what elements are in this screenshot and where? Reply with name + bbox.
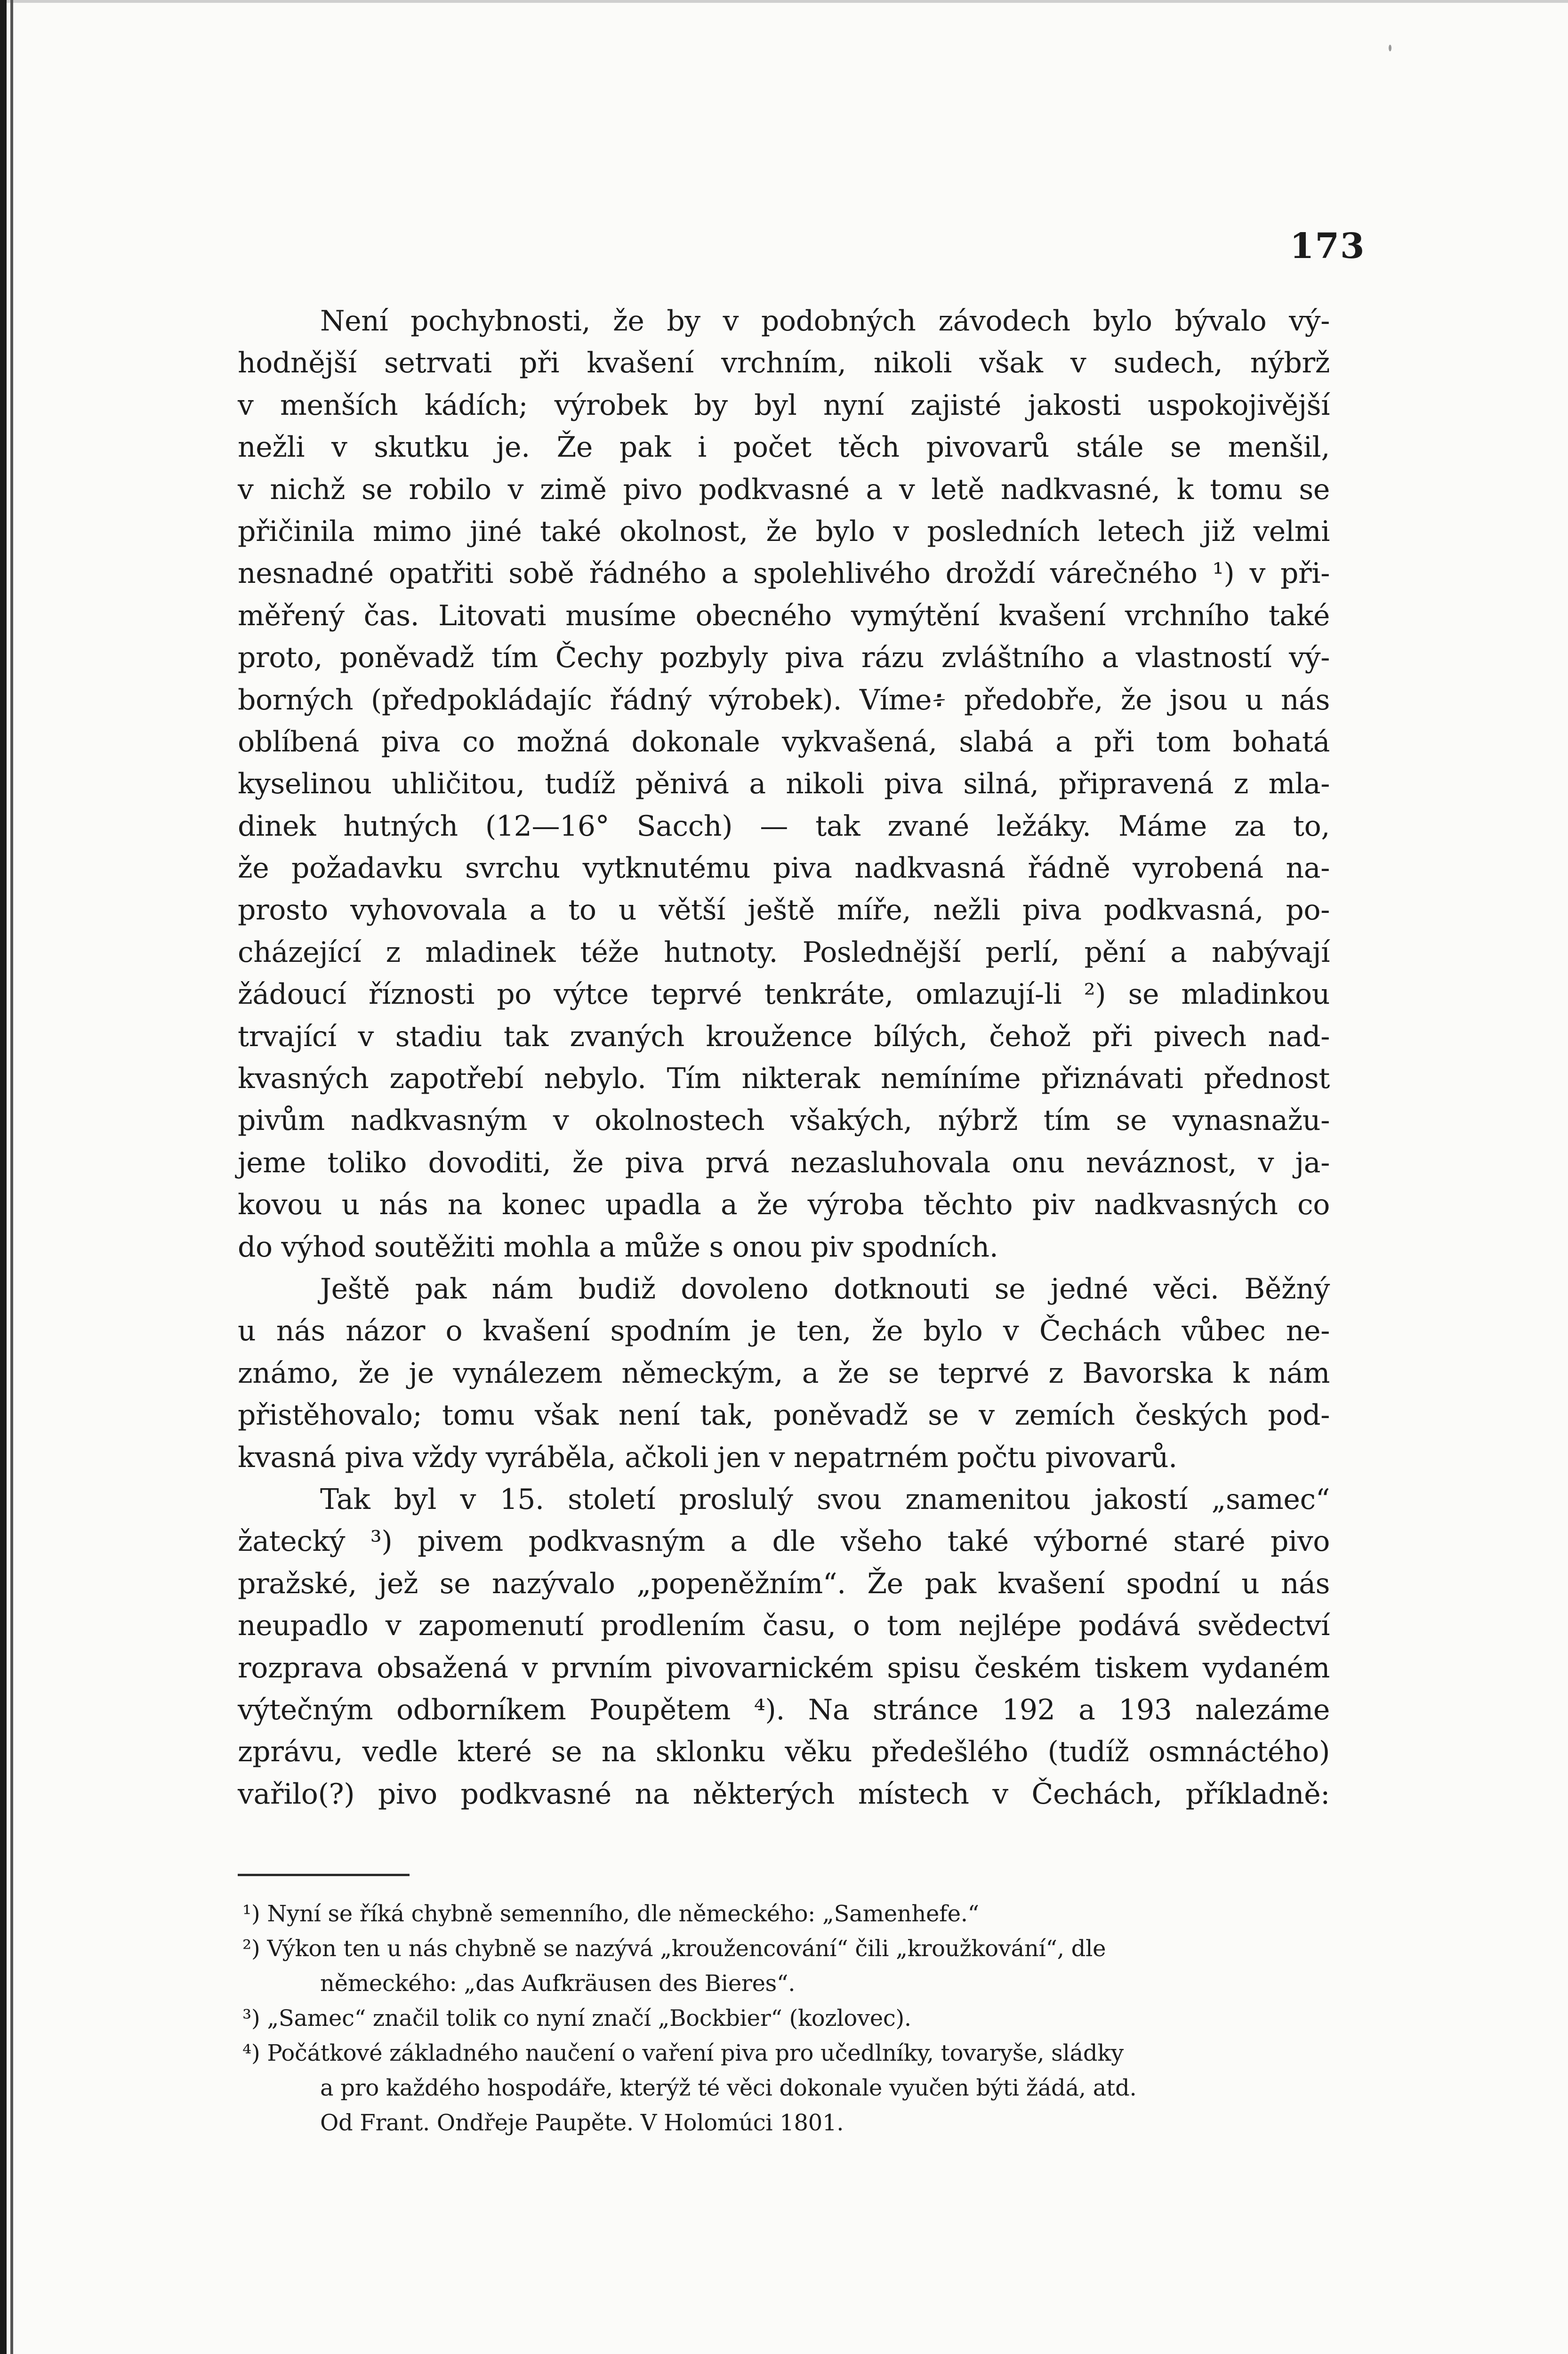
text-line: kvasných zapotřebí nebylo. Tím nikterak nemíníme přiznávati přednost xyxy=(238,1062,1330,1096)
footnote-line: ²) Výkon ten u nás chybně se nazývá „kroužencování“ čili „kroužkování“, dle xyxy=(242,1935,1106,1962)
text-line: vařilo(?) pivo podkvasné na některých místech v Čechách, příkladně: xyxy=(238,1777,1330,1811)
page-number: 173 xyxy=(1290,226,1366,266)
footnote-line: ¹) Nyní se říká chybně semenního, dle německého: „Samenhefe.“ xyxy=(242,1901,979,1927)
scan-speck xyxy=(1389,45,1391,51)
text-line: Není pochybnosti, že by v podobných závodech bylo bývalo vý- xyxy=(320,305,1330,338)
text-line: zprávu, vedle které se na sklonku věku předešlého (tudíž osmnáctého) xyxy=(238,1735,1330,1769)
text-line: hodnější setrvati při kvašení vrchním, nikoli však v sudech, nýbrž xyxy=(238,347,1330,380)
text-line: rozprava obsažená v prvním pivovarnickém spisu českém tiskem vydaném xyxy=(238,1651,1330,1685)
text-line: že požadavku svrchu vytknutému piva nadkvasná řádně vyrobená na- xyxy=(238,852,1330,885)
footnote-line: Od Frant. Ondřeje Paupěte. V Holomúci 1801. xyxy=(320,2110,844,2136)
text-line: prosto vyhovovala a to u větší ještě míře, nežli piva podkvasná, po- xyxy=(238,894,1330,927)
text-line: známo, že je vynálezem německým, a že se teprvé z Bavorska k nám xyxy=(238,1356,1330,1390)
text-line: v menších kádích; výrobek by byl nyní zajisté jakosti uspokojivější xyxy=(238,388,1330,422)
footnote-line: německého: „das Aufkräusen des Bieres“. xyxy=(320,1970,796,1997)
footnote-line: a pro každého hospodáře, kterýž té věci dokonale vyučen býti žádá, atd. xyxy=(320,2075,1137,2101)
text-line: oblíbená piva co možná dokonale vykvašená, slabá a při tom bohatá xyxy=(238,725,1330,758)
text-line: výtečným odborníkem Poupětem ⁴). Na stránce 192 a 193 nalezáme xyxy=(238,1693,1330,1726)
text-line: cházející z mladinek téže hutnoty. Poslednější perlí, pění a nabývají xyxy=(238,935,1330,969)
text-line: do výhod soutěžiti mohla a může s onou piv spodních. xyxy=(238,1230,998,1264)
text-line: Tak byl v 15. století proslulý svou znamenitou jakostí „samec“ xyxy=(320,1483,1330,1516)
text-line: v nichž se robilo v zimě pivo podkvasné a v letě nadkvasné, k tomu se xyxy=(238,473,1330,506)
text-line: pivům nadkvasným v okolnostech všakých, nýbrž tím se vynasnažu- xyxy=(238,1104,1330,1137)
text-line: nežli v skutku je. Že pak i počet těch pivovarů stále se menšil, xyxy=(238,431,1330,464)
footnote-line: ⁴) Počátkové základného naučení o vaření piva pro učedlníky, tovaryše, sládky xyxy=(242,2040,1124,2066)
footnotes xyxy=(242,1896,1346,2140)
text-line: neupadlo v zapomenutí prodlením času, o tom nejlépe podává svědectví xyxy=(238,1609,1330,1643)
text-line: trvající v stadiu tak zvaných kroužence bílých, čehož při pivech nad- xyxy=(238,1020,1330,1053)
text-line: kovou u nás na konec upadla a že výroba těchto piv nadkvasných co xyxy=(238,1188,1330,1222)
text-line: jeme toliko dovoditi, že piva prvá nezasluhovala onu neváznost, v ja- xyxy=(238,1146,1330,1179)
text-line: žádoucí říznosti po výtce teprvé tenkráte, omlazují-li ²) se mladinkou xyxy=(238,978,1330,1011)
text-line: borných (předpokládajíc řádný výrobek). Víme፥ předobře, že jsou u nás xyxy=(238,683,1330,717)
text-line: nesnadné opatřiti sobě řádného a spolehlivého droždí várečného ¹) v při- xyxy=(238,557,1330,590)
text-line: kvasná piva vždy vyráběla, ačkoli jen v nepatrném počtu pivovarů. xyxy=(238,1441,1177,1474)
footnote-line: ³) „Samec“ značil tolik co nyní značí „Bockbier“ (kozlovec). xyxy=(242,2005,911,2032)
text-line: proto, poněvadž tím Čechy pozbyly piva rázu zvláštního a vlastností vý- xyxy=(238,641,1330,675)
text-line: Ještě pak nám budiž dovoleno dotknouti se jedné věci. Běžný xyxy=(320,1272,1330,1306)
text-line: měřený čas. Litovati musíme obecného vymýtění kvašení vrchního také xyxy=(238,599,1330,632)
text-line: přistěhovalo; tomu však není tak, poněvadž se v zemích českých pod- xyxy=(238,1399,1330,1432)
text-line: u nás názor o kvašení spodním je ten, že bylo v Čechách vůbec ne- xyxy=(238,1314,1330,1348)
text-line: dinek hutných (12—16° Sacch) — tak zvané ležáky. Máme za to, xyxy=(238,809,1330,843)
main-text xyxy=(238,300,1330,1815)
footnote-divider xyxy=(238,1874,410,1876)
scan-left-edge-shadow xyxy=(10,0,13,2354)
text-line: přičinila mimo jiné také okolnost, že bylo v posledních letech již velmi xyxy=(238,515,1330,548)
scan-top-edge xyxy=(0,0,1568,3)
text-line: kyselinou uhličitou, tudíž pěnivá a nikoli piva silná, připravená z mla- xyxy=(238,767,1330,801)
text-line: žatecký ³) pivem podkvasným a dle všeho také výborné staré pivo xyxy=(238,1525,1330,1558)
scan-left-edge xyxy=(0,0,7,2354)
text-line: pražské, jež se nazývalo „popeněžním“. Že pak kvašení spodní u nás xyxy=(238,1567,1330,1600)
